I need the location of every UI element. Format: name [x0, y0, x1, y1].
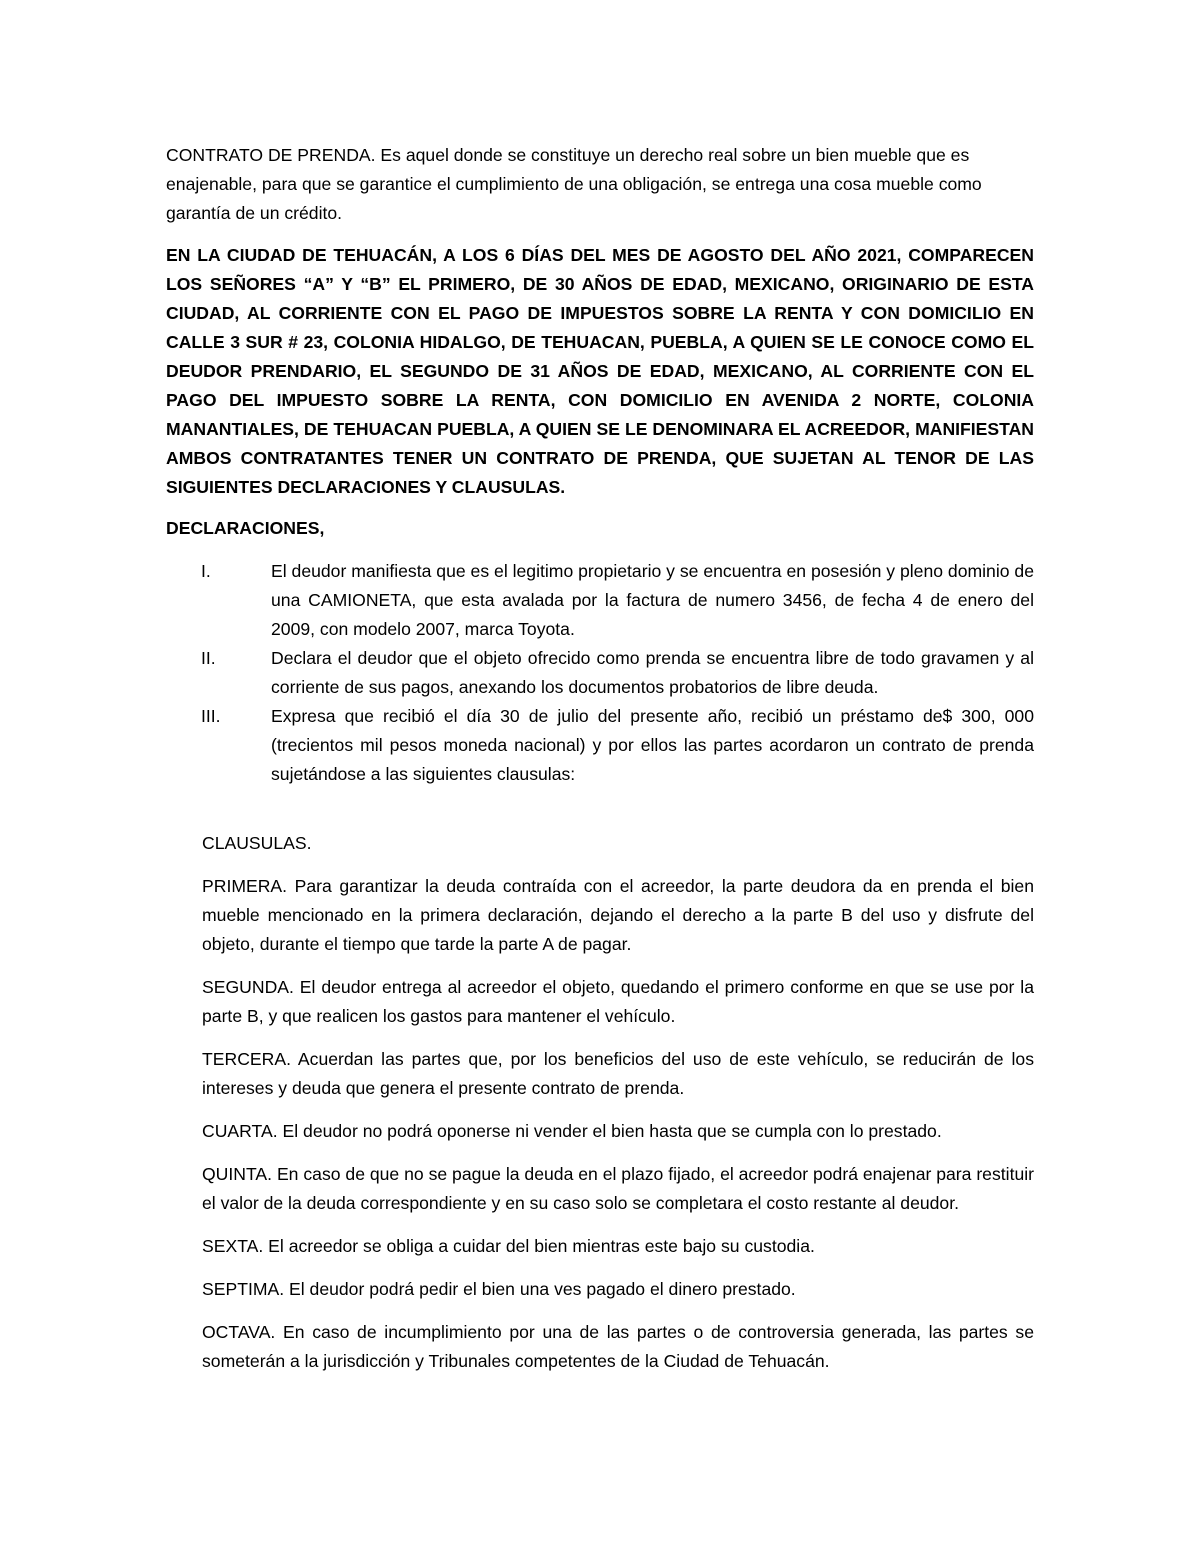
opening-paragraph: EN LA CIUDAD DE TEHUACÁN, A LOS 6 DÍAS DEL MES DE AGOSTO DEL AÑO 2021, COMPARECEN LOS SEÑORES “A” Y “B” EL PRIMERO, DE 30 AÑOS DE EDAD, MEXICANO, ORIGINARIO DE ESTA CIUDAD, AL CORRIENTE CON EL PAGO DE IMPUESTOS SOBRE LA RENTA Y CON DOMICILIO EN CALLE 3 SUR # 23, COLONIA HIDALGO, DE TEHUACAN, PUEBLA, A QUIEN SE LE CONOCE COMO EL DEUDOR PRENDARIO, EL SEGUNDO DE 31 AÑOS DE EDAD, MEXICANO, AL CORRIENTE CON EL PAGO DEL IMPUESTO SOBRE LA RENTA, CON DOMICILIO EN AVENIDA 2 NORTE, COLONIA MANANTIALES, DE TEHUACAN PUEBLA, A QUIEN SE LE DENOMINARA EL ACREEDOR, MANIFIESTAN AMBOS CONTRATANTES TENER UN CONTRATO DE PRENDA, QUE SUJETAN AL TENOR DE LAS SIGUIENTES DECLARACIONES Y CLAUSULAS. [166, 245, 1034, 497]
clause-text: El acreedor se obliga a cuidar del bien mientras este bajo su custodia. [263, 1236, 815, 1256]
clause-text: En caso de incumplimiento por una de las partes o de controversia generada, las partes se someterán a la jurisdicción y Tribunales competentes de la Ciudad de Tehuacán. [202, 1322, 1034, 1371]
declarations-heading: DECLARACIONES, [166, 518, 325, 538]
declaration-text: Expresa que recibió el día 30 de julio del presente año, recibió un préstamo de$ 300, 000 (trecientos mil pesos moneda nacional) y por ellos las partes acordaron un contrato de prenda sujetándose a las siguientes clausulas: [271, 706, 1034, 784]
declaration-number: II. [201, 648, 216, 668]
intro-text: Es aquel donde se constituye un derecho real sobre un bien mueble que es enajenable, para que se garantice el cumplimiento de una obligación, se entrega una cosa mueble como garantía de un crédito. [166, 145, 982, 223]
declaration-item [166, 557, 1034, 644]
declarations-list [166, 557, 1034, 789]
intro-heading: CONTRATO DE PRENDA. [166, 145, 376, 165]
clause-label: SEPTIMA. [202, 1279, 285, 1299]
clause-paragraph [202, 1045, 1034, 1103]
clause-paragraph [202, 1275, 1034, 1304]
clause-label: SEXTA. [202, 1236, 264, 1256]
declaration-item [166, 702, 1034, 789]
clause-text: En caso de que no se pague la deuda en el plazo fijado, el acreedor podrá enajenar para restituir el valor de la deuda correspondiente y en su caso solo se completara el costo restante al deudor. [202, 1164, 1035, 1213]
declaration-item [166, 644, 1034, 702]
clause-label: CUARTA. [202, 1121, 278, 1141]
clauses-heading: CLAUSULAS. [202, 833, 312, 853]
clause-label: TERCERA. [202, 1049, 291, 1069]
clause-label: SEGUNDA. [202, 977, 294, 997]
clause-paragraph [202, 1232, 1034, 1261]
clause-paragraph [202, 973, 1034, 1031]
declaration-number: III. [201, 706, 221, 726]
clause-paragraph [202, 1160, 1034, 1218]
clause-text: Acuerdan las partes que, por los beneficios del uso de este vehículo, se reducirán de los intereses y deuda que genera el presente contrato de prenda. [202, 1049, 1034, 1098]
declaration-number: I. [201, 561, 211, 581]
clause-text: Para garantizar la deuda contraída con el acreedor, la parte deudora da en prenda el bien mueble mencionado en la primera declaración, dejando el derecho a la parte B del uso y disfrute del objeto, durante el tiempo que tarde la parte A de pagar. [202, 876, 1034, 954]
clause-paragraph [202, 872, 1034, 959]
clause-paragraph [202, 1318, 1034, 1376]
clause-text: El deudor no podrá oponerse ni vender el bien hasta que se cumpla con lo prestado. [277, 1121, 942, 1141]
clause-text: El deudor entrega al acreedor el objeto, quedando el primero conforme en que se use por la parte B, y que realicen los gastos para mantener el vehículo. [202, 977, 1034, 1026]
intro-paragraph [166, 141, 1034, 228]
declaration-text: El deudor manifiesta que es el legitimo propietario y se encuentra en posesión y pleno dominio de una CAMIONETA, que esta avalada por la factura de numero 3456, de fecha 4 de enero del 2009, con modelo 2007, marca Toyota. [271, 561, 1034, 639]
clause-text: El deudor podrá pedir el bien una ves pagado el dinero prestado. [284, 1279, 796, 1299]
clause-paragraph [202, 1117, 1034, 1146]
declaration-text: Declara el deudor que el objeto ofrecido como prenda se encuentra libre de todo gravamen y al corriente de sus pagos, anexando los documentos probatorios de libre deuda. [271, 648, 1034, 697]
clauses-section [202, 829, 1034, 1390]
clause-label: QUINTA. [202, 1164, 273, 1184]
clause-label: OCTAVA. [202, 1322, 276, 1342]
clause-label: PRIMERA. [202, 876, 288, 896]
